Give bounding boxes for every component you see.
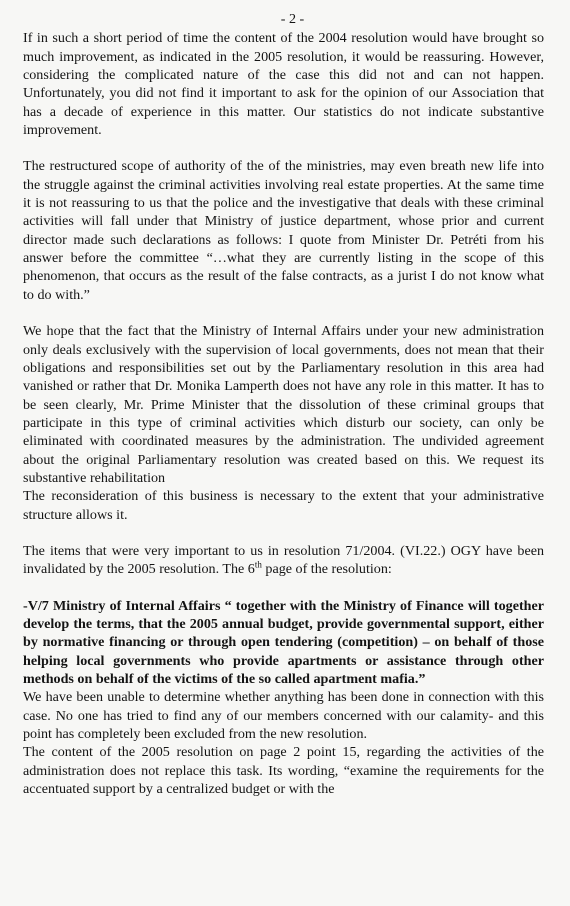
paragraph-ministries-scope: The restructured scope of authority of the of the ministries, may even breath new life into the struggle against the criminal activities involving real estate properties. At the same time it is not reassuring to us that the police and the investigative that deals with these criminal activities will fall under that Ministry of justice department, whose prior and current director made such declarations as follows: I quote from Minister Dr. Petréti from his answer before the committee “…what they are currently listing in the scope of this phenomenon, that occurs as the result of the false contracts, as a jurist I do not know what to do with.” [23, 158, 544, 303]
invalidated-items-text: The items that were very important to us in resolution 71/2004. (VI.22.) OGY have been invalidated by the 2005 resolution. The 6 [23, 542, 544, 578]
paragraph-invalidated-items [23, 542, 544, 579]
paragraph-gap [23, 139, 544, 157]
paragraph-2004-resolution: If in such a short period of time the content of the 2004 resolution would have brought so much improvement, as indicated in the 2005 resolution, it would be reassuring. However, considering the complicated nature of the case this did not and can not happen. Unfortunately, you did not find it important to ask for the opinion of our Association that has a decade of experience in this matter. Our statistics do not indicate substantive improvement. [23, 30, 544, 139]
paragraph-gap [23, 579, 544, 597]
paragraph-2005-content: The content of the 2005 resolution on page 2 point 15, regarding the activities of the administration does not replace this task. Its wording, “examine the requirements for the accentuated support by a centralized budget or with the [23, 744, 544, 798]
page-number: - 2 - [280, 11, 305, 27]
quoted-resolution-item: -V/7 Ministry of Internal Affairs “ together with the Ministry of Finance will together develop the terms, that the 2005 annual budget, provide governmental support, either by normative financing or through open tendering (competition) – on behalf of those helping local governments who provide apartments or assistance through other methods on behalf of the victims of the so called apartment mafia.” [23, 597, 544, 687]
paragraph-gap [23, 524, 544, 542]
paragraph-unable-to-determine: We have been unable to determine whether anything has been done in connection with this case. No one has tried to find any of our members concerned with our calamity- and this point has completely been excluded from the new resolution. [23, 689, 544, 743]
paragraph-internal-affairs: We hope that the fact that the Ministry of Internal Affairs under your new administration only deals exclusively with the supervision of local governments, does not mean that their obligations and responsibilities set out by the Parliamentary resolution in this area had vanished or rather that Dr. Monika Lamperth does not have any role in this matter. It has to be seen clearly, Mr. Prime Minister that the dissolution of these criminal groups that participate in this type of criminal activities which disturb our society, can only be eliminated with coordinated measures by the administration. The undivided agreement about the original Parliamentary resolution was created based on this. We request its substantive rehabilitation [23, 323, 544, 486]
invalidated-items-text-end: page of the resolution: [261, 561, 392, 578]
paragraph-reconsideration: The reconsideration of this business is necessary to the extent that your administrative structure allows it. [23, 488, 544, 523]
paragraph-gap [23, 304, 544, 322]
ordinal-superscript: th [254, 559, 262, 570]
